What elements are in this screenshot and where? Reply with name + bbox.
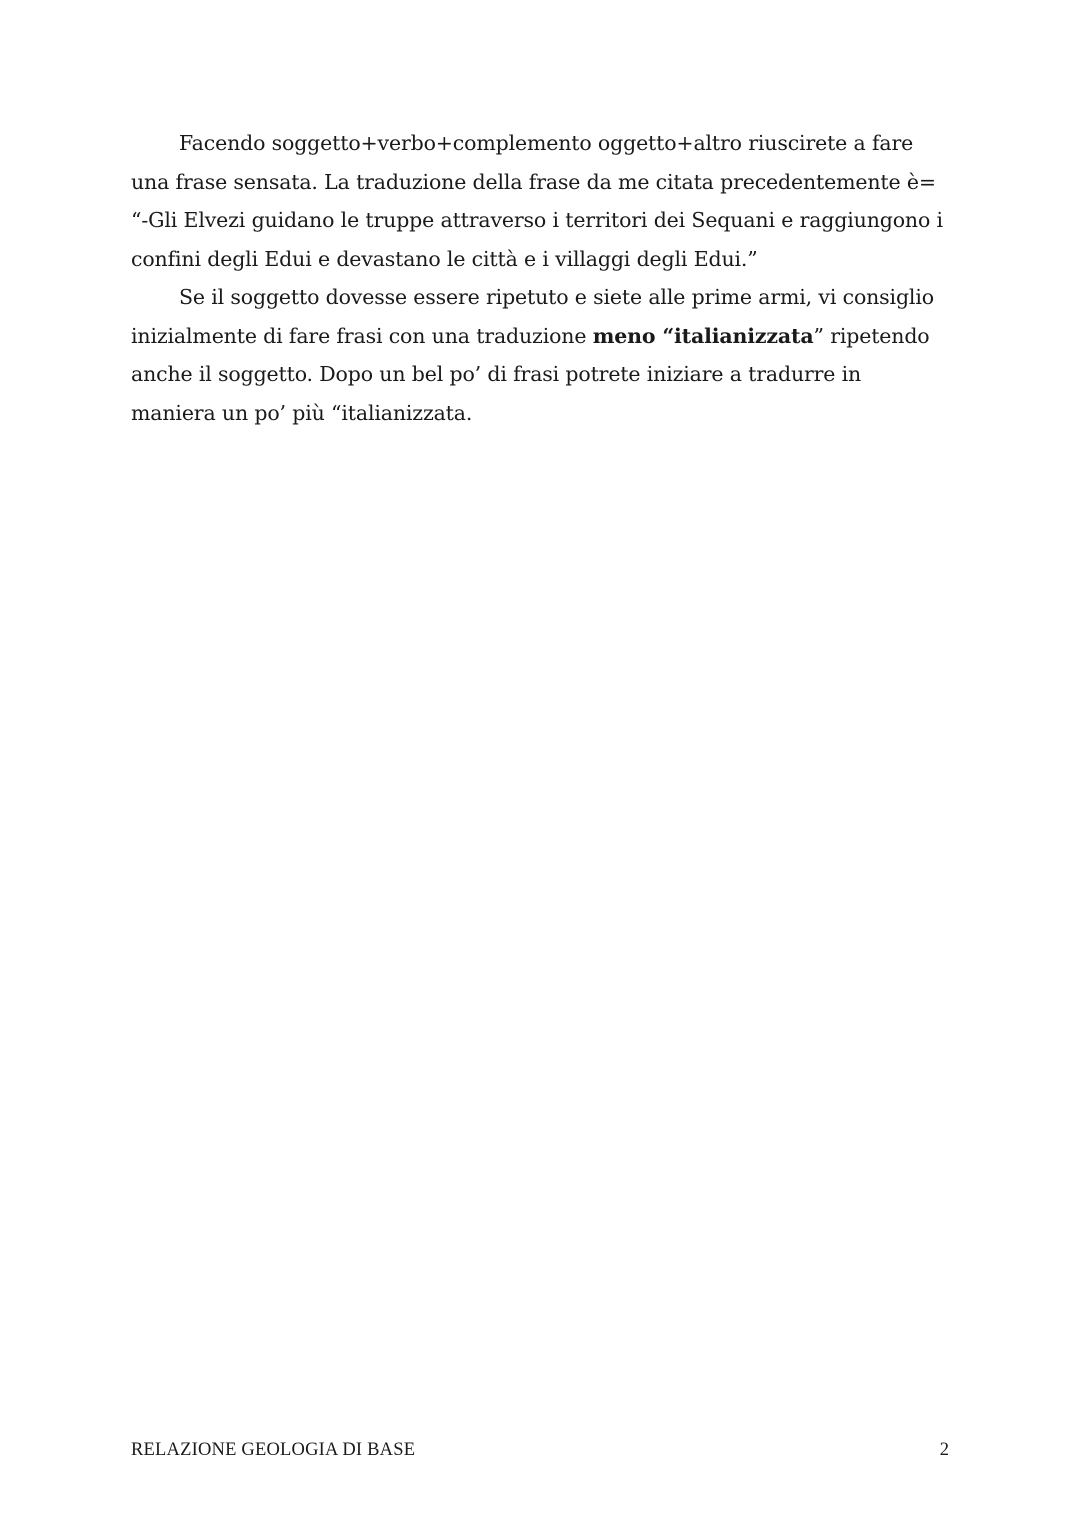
paragraph bbox=[131, 124, 951, 278]
paragraph-text: Facendo soggetto+verbo+complemento oggetto+altro riuscirete a fare una frase sensata. La traduzione della frase da me citata precedentemente è= “-Gli Elvezi guidano le truppe attraverso i territori dei Sequani e raggiungono i confini degli Edui e devastano le città e i villaggi degli Edui.” bbox=[131, 131, 943, 271]
bold-emphasis: meno “italianizzata bbox=[592, 323, 814, 348]
page-number: 2 bbox=[939, 1440, 949, 1460]
paragraph-text: Se il soggetto dovesse essere ripetuto e siete alle prime armi, vi consiglio inizialmente di fare frasi con una traduzione bbox=[131, 285, 934, 348]
paragraph bbox=[131, 278, 951, 432]
footer-title: RELAZIONE GEOLOGIA DI BASE bbox=[131, 1440, 416, 1460]
paragraph-text: ” ripetendo anche il soggetto. Dopo un bel po’ di frasi potrete iniziare a tradurre in maniera un po’ più “italianizzata. bbox=[131, 323, 930, 425]
document-body bbox=[131, 124, 951, 432]
